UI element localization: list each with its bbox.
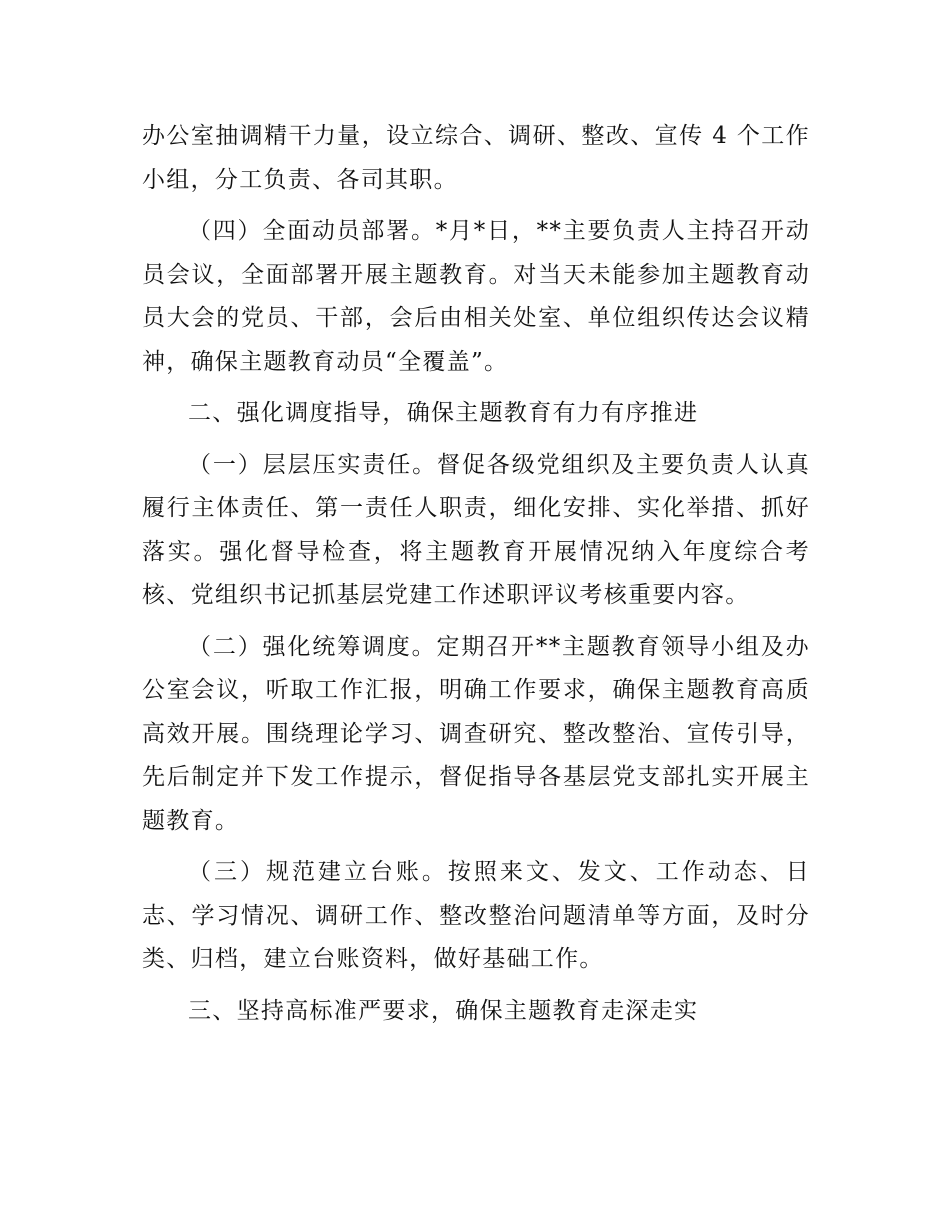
section-heading-3: 三、坚持高标准严要求，确保主题教育走深走实 xyxy=(188,997,699,1024)
paragraph-mobilization: （四）全面动员部署。*月*日，**主要负责人主持召开动员会议，全面部署开展主题教育。对当天未能参加主题教育动员大会的党员、干部，会后由相关处室、单位组织传达会议精神，确保主题教育动员“全覆盖”。 xyxy=(142,218,810,375)
paragraph-ledger: （三）规范建立台账。按照来文、发文、工作动态、日志、学习情况、调研工作、整改整治问题清单等方面，及时分类、归档，建立台账资料，做好基础工作。 xyxy=(142,859,810,972)
paragraph-responsibility: （一）层层压实责任。督促各级党组织及主要负责人认真履行主体责任、第一责任人职责，细化安排、实化举措、抓好落实。强化督导检查，将主题教育开展情况纳入年度综合考核、党组织书记抓基层党建工作述职评议考核重要内容。 xyxy=(142,451,810,608)
paragraph-coordination: （二）强化统筹调度。定期召开**主题教育领导小组及办公室会议，听取工作汇报，明确工作要求，确保主题教育高质高效开展。围绕理论学习、调查研究、整改整治、宣传引导，先后制定并下发工作提示，督促指导各基层党支部扎实开展主题教育。 xyxy=(142,633,810,834)
section-heading-2: 二、强化调度指导，确保主题教育有力有序推进 xyxy=(188,400,699,426)
paragraph-continuation: 办公室抽调精干力量，设立综合、调研、整改、宣传 4 个工作小组，分工负责、各司其职。 xyxy=(142,123,810,193)
document-body xyxy=(142,115,810,1041)
